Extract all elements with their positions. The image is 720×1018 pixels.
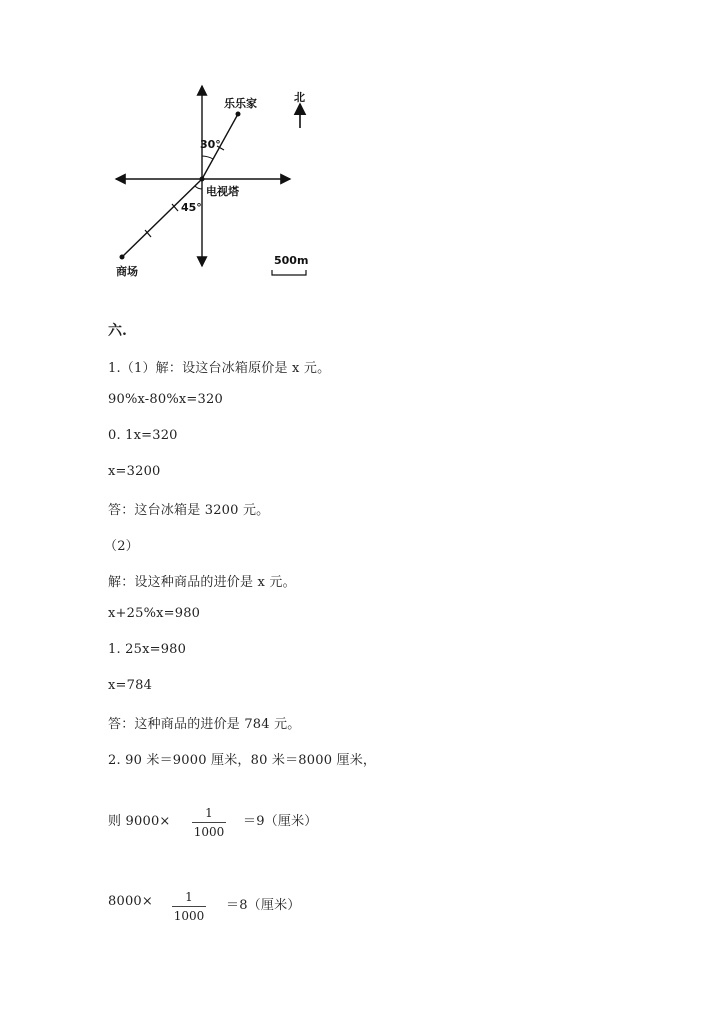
fraction-bar [172, 906, 206, 907]
text-line: 答：这台冰箱是 3200 元。 [108, 503, 270, 518]
lelejia-point [236, 112, 241, 117]
fraction-numerator: 1 [185, 890, 193, 904]
angle-45-label: 45° [181, 201, 202, 214]
mall-point [120, 255, 125, 260]
text-line: 90%x-80%x=320 [108, 392, 223, 407]
angle-arc-45 [195, 186, 202, 189]
calc1-fraction [192, 805, 226, 840]
fraction-denominator: 1000 [193, 825, 225, 839]
north-label: 北 [294, 91, 305, 104]
text-line: x+25%x=980 [108, 606, 201, 621]
tower-point [200, 177, 205, 182]
section-heading: 六. [108, 323, 127, 339]
calc1-prefix: 则 9000× [108, 814, 171, 829]
text-line: （2） [104, 539, 139, 554]
lelejia-label: 乐乐家 [224, 97, 257, 110]
calc2-suffix: ＝8（厘米） [226, 898, 301, 913]
fraction-bar [192, 822, 226, 823]
text-line: 解：设这种商品的进价是 x 元。 [108, 575, 296, 590]
text-line: 答：这种商品的进价是 784 元。 [108, 717, 301, 732]
text-line: 1. 25x=980 [108, 642, 187, 657]
text-line: 2. 90 米＝9000 厘米，80 米＝8000 厘米， [108, 753, 377, 768]
calc2-fraction [172, 889, 206, 924]
direction-diagram [100, 80, 340, 280]
mall-label: 商场 [116, 265, 138, 278]
text-line: x=784 [108, 678, 153, 693]
tower-label: 电视塔 [206, 185, 239, 198]
scale-bar [272, 270, 306, 275]
calc2-prefix: 8000× [108, 894, 153, 909]
text-line: x=3200 [108, 464, 161, 479]
angle-30-label: 30° [200, 138, 221, 151]
fraction-numerator: 1 [205, 806, 213, 820]
angle-arc-30 [202, 156, 213, 159]
line-to-mall [122, 179, 202, 257]
text-line: 0. 1x=320 [108, 428, 178, 443]
calc1-suffix: ＝9（厘米） [243, 814, 318, 829]
fraction-denominator: 1000 [173, 909, 205, 923]
scale-label: 500m [274, 254, 309, 267]
text-line: 1.（1）解：设这台冰箱原价是 x 元。 [108, 361, 331, 376]
